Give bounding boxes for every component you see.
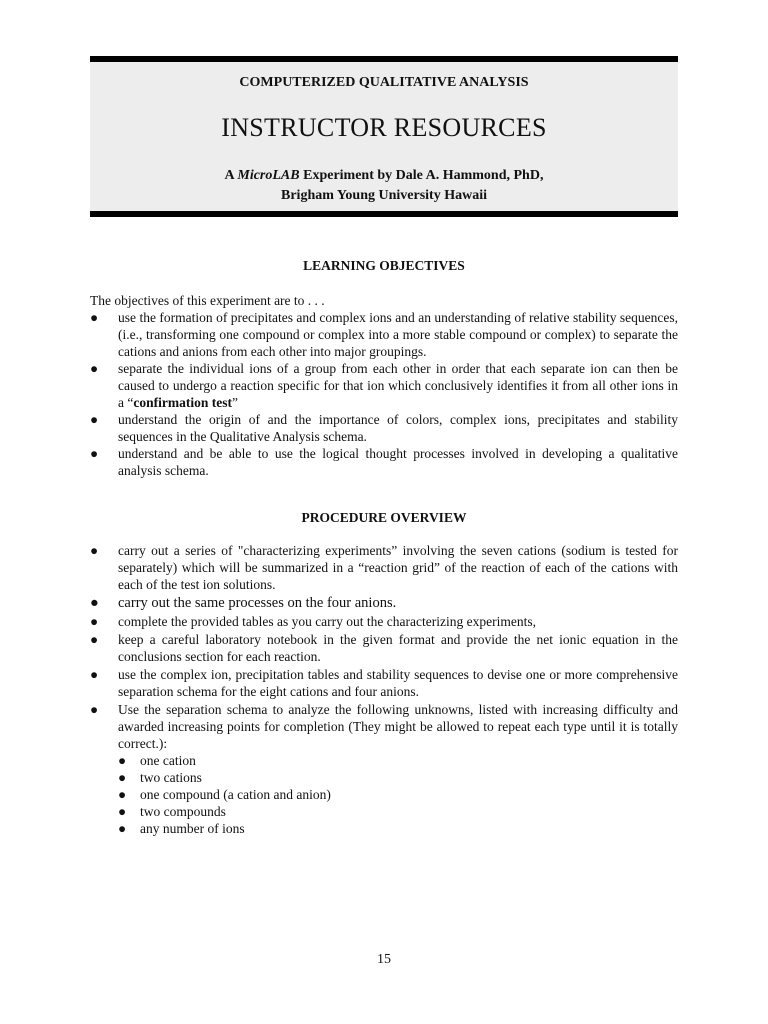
list-item: ● carry out a series of "characterizing experiments” involving the seven cations (sodium is tested for separately) which will be summarized in a “reaction grid” of the reaction of each of the cations with each of the test ion solutions. [90, 543, 678, 592]
list-item: ● understand and be able to use the logical thought processes involved in developing a qualitative analysis schema. [90, 446, 678, 478]
bullet-icon: ● [90, 361, 99, 376]
bullet-icon: ● [90, 595, 99, 611]
byline-italic: MicroLAB [237, 168, 300, 183]
list-item: ● complete the provided tables as you carry out the characterizing experiments, [90, 614, 536, 629]
objectives-intro: The objectives of this experiment are to . . . [90, 293, 325, 308]
list-item: ● use the complex ion, precipitation tables and stability sequences to devise one or more comprehensive separation schema for the eight cations and four anions. [90, 667, 678, 699]
bullet-icon: ● [90, 614, 99, 629]
list-item: ● use the formation of precipitates and complex ions and an understanding of relative stability sequences, (i.e., transforming one compound or complex into a more stable compound or complex) to separate the cations and anions from each other into major groupings. [90, 310, 678, 359]
byline-affiliation: Brigham Young University Hawaii [281, 188, 487, 203]
bullet-icon: ● [90, 543, 99, 558]
bullet-icon: ● [118, 787, 127, 802]
byline-rest: Experiment by Dale A. Hammond, PhD, [299, 168, 544, 183]
bullet-icon: ● [118, 804, 127, 819]
bullet-icon: ● [118, 753, 127, 768]
list-item: ● separate the individual ions of a group from each other in order that each separate ion can then be caused to undergo a reaction specific for that ion which conclusively identifies it from all other ions in a “confirmation test” [90, 361, 678, 410]
bullet-icon: ● [90, 310, 99, 325]
procedure-overview-heading: PROCEDURE OVERVIEW [301, 510, 467, 525]
bullet-icon: ● [118, 770, 127, 785]
sublist-item: ● one cation [118, 753, 196, 768]
header-box [90, 56, 678, 217]
sublist-item: ● two cations [118, 770, 202, 785]
sublist-item: ● any number of ions [118, 821, 245, 836]
header-title: INSTRUCTOR RESOURCES [221, 113, 547, 142]
header-subtitle: COMPUTERIZED QUALITATIVE ANALYSIS [239, 75, 529, 90]
procedure-list [90, 542, 678, 838]
learning-objectives-heading: LEARNING OBJECTIVES [303, 258, 465, 273]
bullet-icon: ● [90, 446, 99, 461]
bullet-icon: ● [90, 632, 99, 647]
page-number: 15 [377, 952, 391, 967]
list-item: ● keep a careful laboratory notebook in the given format and provide the net ionic equation in the conclusions section for each reaction. [90, 632, 678, 664]
sublist-item: ● one compound (a cation and anion) [118, 787, 331, 802]
bullet-icon: ● [118, 821, 127, 836]
unknowns-sublist [118, 752, 678, 837]
list-item: ● carry out the same processes on the four anions. [90, 595, 397, 611]
list-item: ● understand the origin of and the importance of colors, complex ions, precipitates and stability sequences in the Qualitative Analysis schema. [90, 412, 678, 444]
list-item: ● Use the separation schema to analyze the following unknowns, listed with increasing difficulty and awarded increasing points for completion (They might be allowed to repeat each type until it is totally correct.): ● one cation ● two cations ● one compound (a cation and anion) ● two compounds ● any number of ions [90, 702, 678, 836]
sublist-item: ● two compounds [118, 804, 226, 819]
header-byline [90, 166, 678, 206]
bullet-icon: ● [90, 412, 99, 427]
bullet-icon: ● [90, 667, 99, 682]
objectives-list [90, 309, 678, 479]
confirmation-test-term: confirmation test [133, 395, 232, 410]
bullet-icon: ● [90, 702, 99, 717]
byline-prefix: A [224, 168, 238, 183]
